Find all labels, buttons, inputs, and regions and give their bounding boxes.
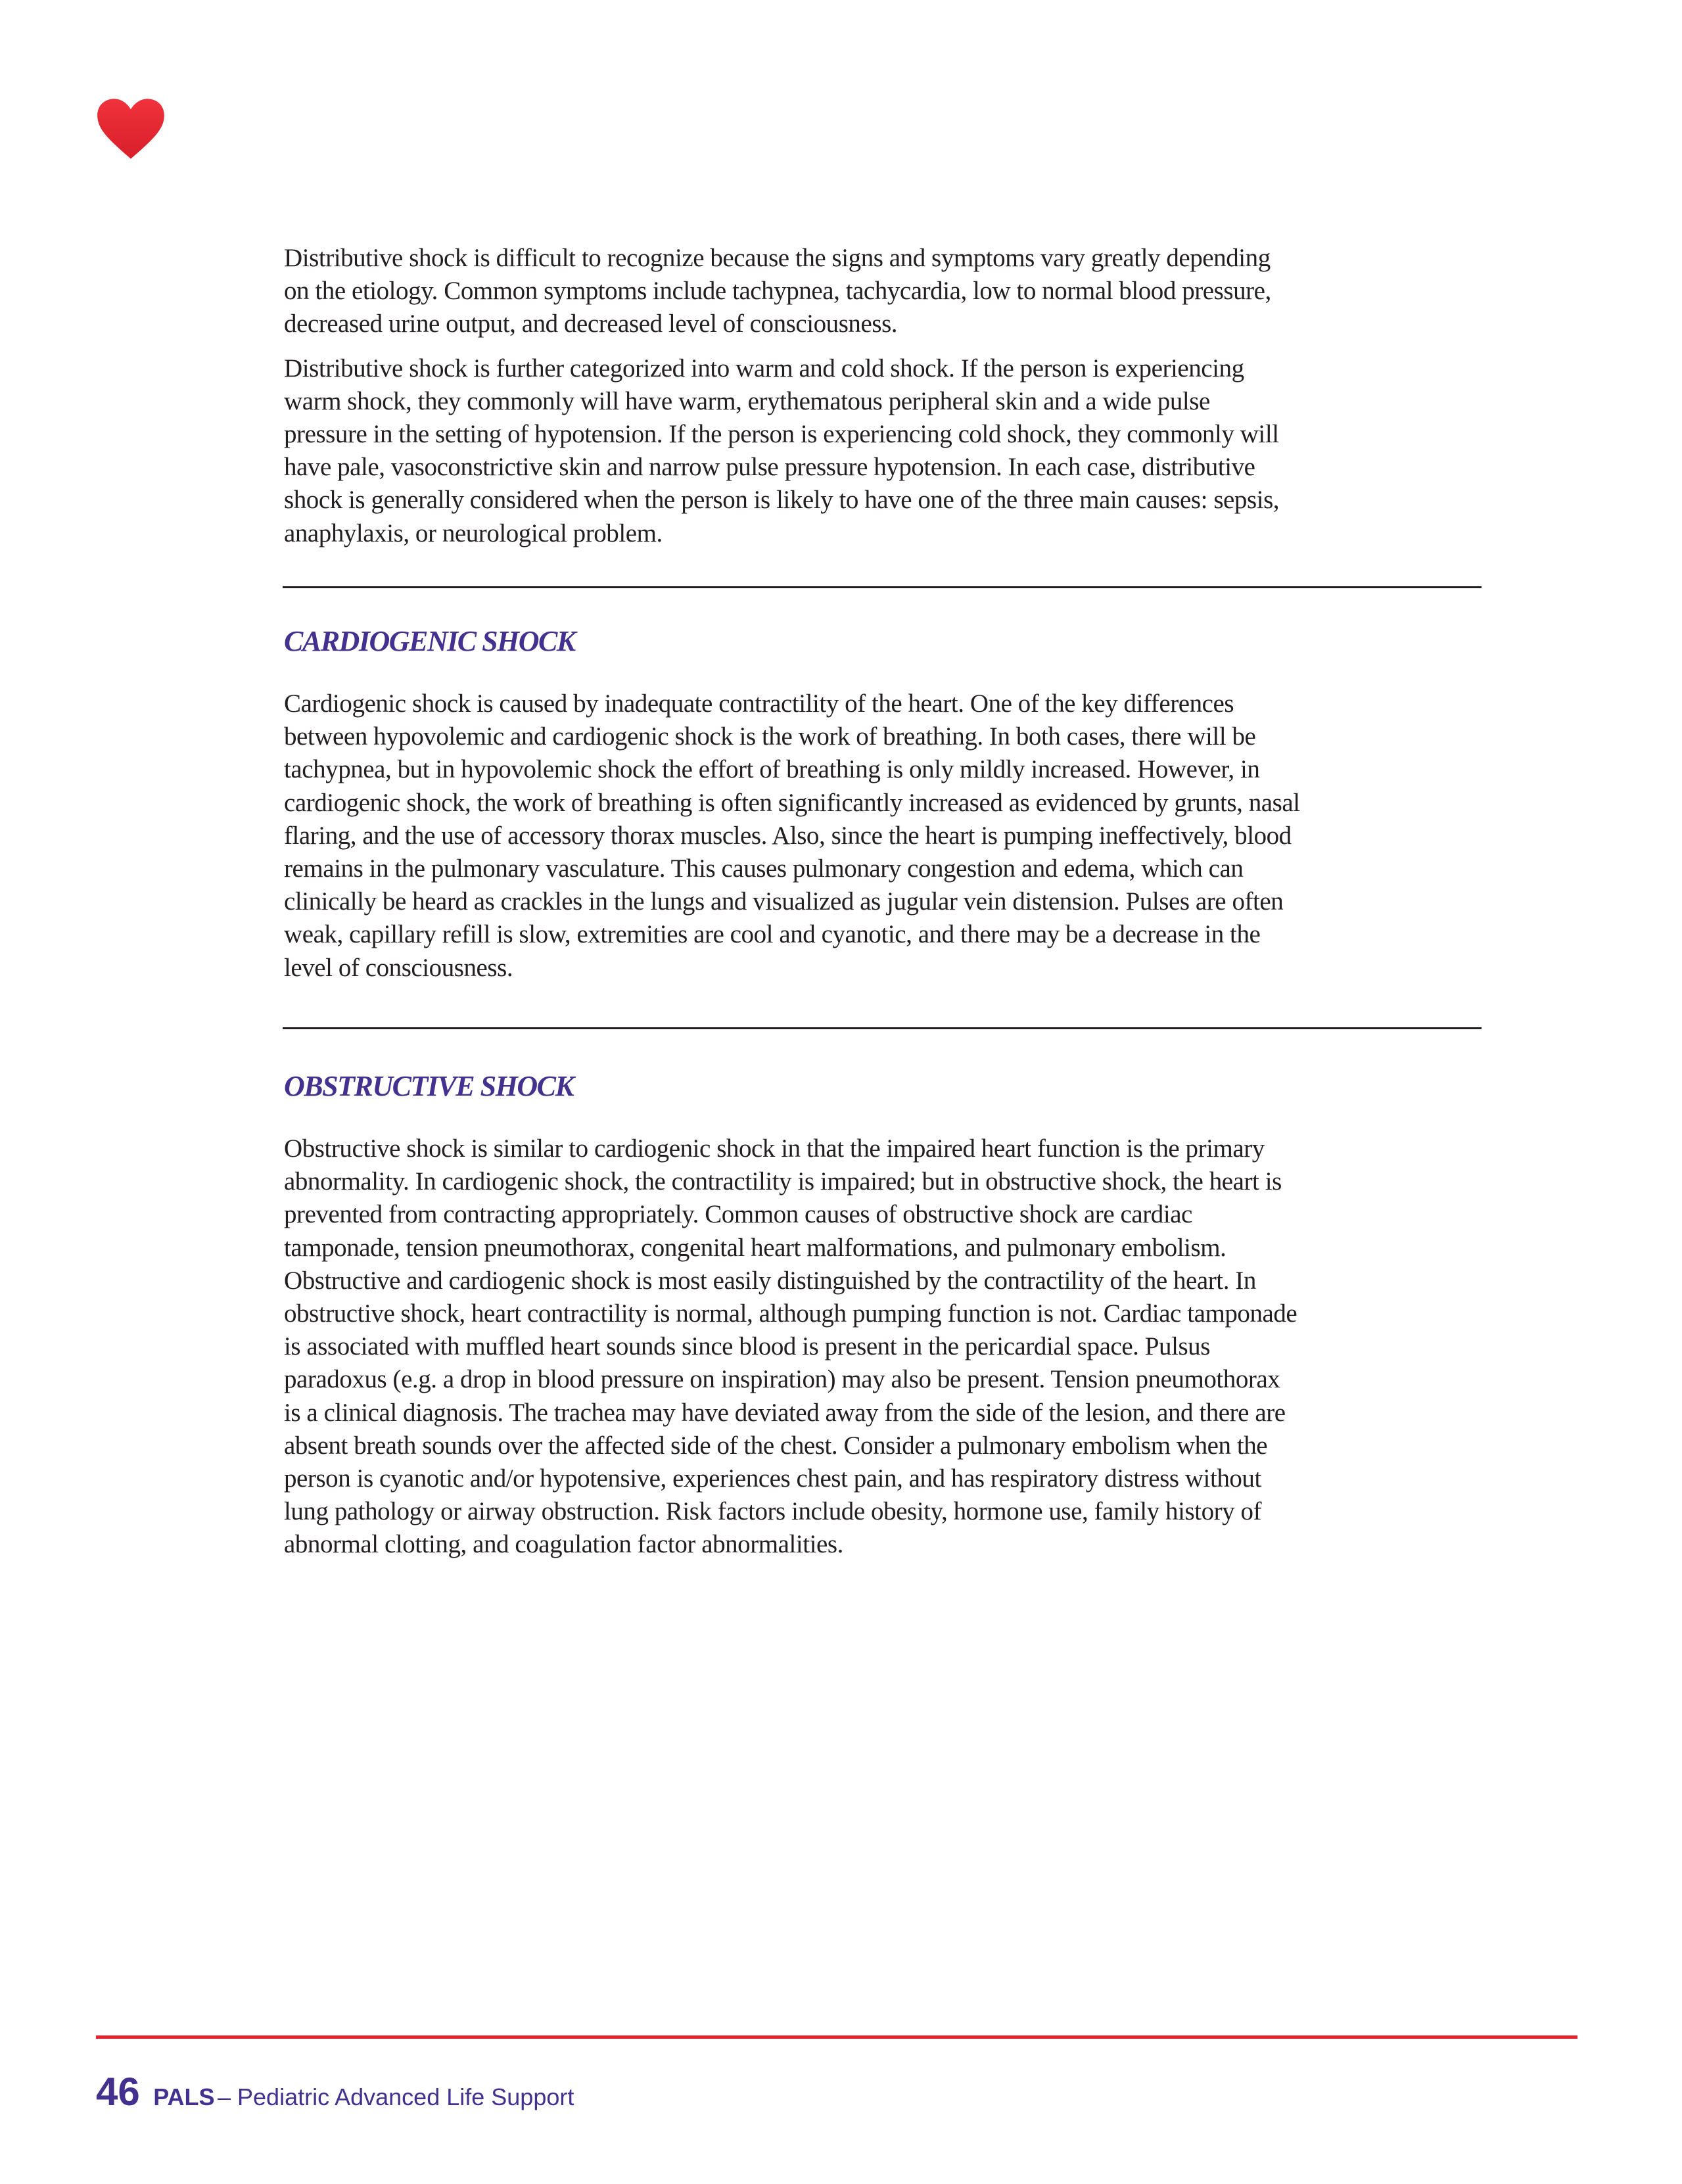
heart-icon <box>96 97 166 160</box>
text-line: shock is generally considered when the person is likely to have one of the three main causes: sepsis, <box>284 486 1280 515</box>
cardiogenic-paragraph <box>284 687 1487 985</box>
section-heading-cardiogenic: CARDIOGENIC SHOCK <box>284 625 575 657</box>
footer-divider <box>96 2035 1577 2039</box>
intro-section <box>284 242 1487 561</box>
footer-title: – Pediatric Advanced Life Support <box>218 2083 574 2110</box>
text-line: tamponade, tension pneumothorax, congenital heart malformations, and pulmonary embolism. <box>284 1233 1226 1262</box>
text-line: person is cyanotic and/or hypotensive, experiences chest pain, and has respiratory distress without <box>284 1464 1261 1493</box>
section-heading-obstructive: OBSTRUCTIVE SHOCK <box>284 1070 574 1102</box>
text-line: clinically be heard as crackles in the lungs and visualized as jugular vein distension. Pulses are often <box>284 887 1284 916</box>
page-number: 46 <box>96 2070 140 2114</box>
text-line: Distributive shock is difficult to recognize because the signs and symptoms vary greatly depending <box>284 244 1271 272</box>
text-line: lung pathology or airway obstruction. Risk factors include obesity, hormone use, family history of <box>284 1497 1262 1526</box>
intro-paragraph-1 <box>284 242 1487 341</box>
text-line: flaring, and the use of accessory thorax muscles. Also, since the heart is pumping ineffectively, blood <box>284 821 1292 850</box>
section-divider <box>283 1027 1482 1029</box>
text-line: abnormal clotting, and coagulation factor abnormalities. <box>284 1530 843 1559</box>
text-line: is associated with muffled heart sounds since blood is present in the pericardial space. Pulsus <box>284 1332 1210 1361</box>
text-line: tachypnea, but in hypovolemic shock the effort of breathing is only mildly increased. However, in <box>284 755 1260 784</box>
text-line: anaphylaxis, or neurological problem. <box>284 519 663 547</box>
text-line: between hypovolemic and cardiogenic shock is the work of breathing. In both cases, there will be <box>284 722 1256 751</box>
text-line: is a clinical diagnosis. The trachea may have deviated away from the side of the lesion, and there are <box>284 1398 1286 1427</box>
cardiogenic-section <box>284 687 1487 996</box>
text-line: decreased urine output, and decreased level of consciousness. <box>284 310 898 338</box>
text-line: obstructive shock, heart contractility is normal, although pumping function is not. Cardiac tamponade <box>284 1299 1297 1328</box>
text-line: warm shock, they commonly will have warm, erythematous peripheral skin and a wide pulse <box>284 386 1210 415</box>
obstructive-section <box>284 1132 1487 1573</box>
intro-paragraph-2 <box>284 352 1487 550</box>
obstructive-paragraph <box>284 1132 1487 1562</box>
text-line: abnormality. In cardiogenic shock, the contractility is impaired; but in obstructive shock, the heart is <box>284 1167 1282 1196</box>
page-footer <box>96 2069 574 2114</box>
text-line: have pale, vasoconstrictive skin and narrow pulse pressure hypotension. In each case, distributive <box>284 453 1255 482</box>
text-line: absent breath sounds over the affected side of the chest. Consider a pulmonary embolism when the <box>284 1431 1268 1460</box>
text-line: Distributive shock is further categorized into warm and cold shock. If the person is experiencing <box>284 354 1244 383</box>
text-line: on the etiology. Common symptoms include tachypnea, tachycardia, low to normal blood pressure, <box>284 277 1271 306</box>
section-divider <box>283 586 1482 588</box>
text-line: pressure in the setting of hypotension. If the person is experiencing cold shock, they commonly will <box>284 420 1279 449</box>
text-line: prevented from contracting appropriately. Common causes of obstructive shock are cardiac <box>284 1200 1192 1229</box>
text-line: Cardiogenic shock is caused by inadequate contractility of the heart. One of the key differences <box>284 689 1234 718</box>
text-line: Obstructive and cardiogenic shock is most easily distinguished by the contractility of the heart. In <box>284 1266 1256 1295</box>
text-line: paradoxus (e.g. a drop in blood pressure on inspiration) may also be present. Tension pneumothorax <box>284 1365 1280 1394</box>
footer-brand: PALS <box>153 2083 215 2110</box>
text-line: weak, capillary refill is slow, extremities are cool and cyanotic, and there may be a decrease in the <box>284 920 1261 949</box>
text-line: Obstructive shock is similar to cardiogenic shock in that the impaired heart function is the primary <box>284 1134 1265 1163</box>
text-line: level of consciousness. <box>284 953 513 982</box>
text-line: remains in the pulmonary vasculature. This causes pulmonary congestion and edema, which can <box>284 854 1244 883</box>
text-line: cardiogenic shock, the work of breathing is often significantly increased as evidenced by grunts, nasal <box>284 788 1300 817</box>
